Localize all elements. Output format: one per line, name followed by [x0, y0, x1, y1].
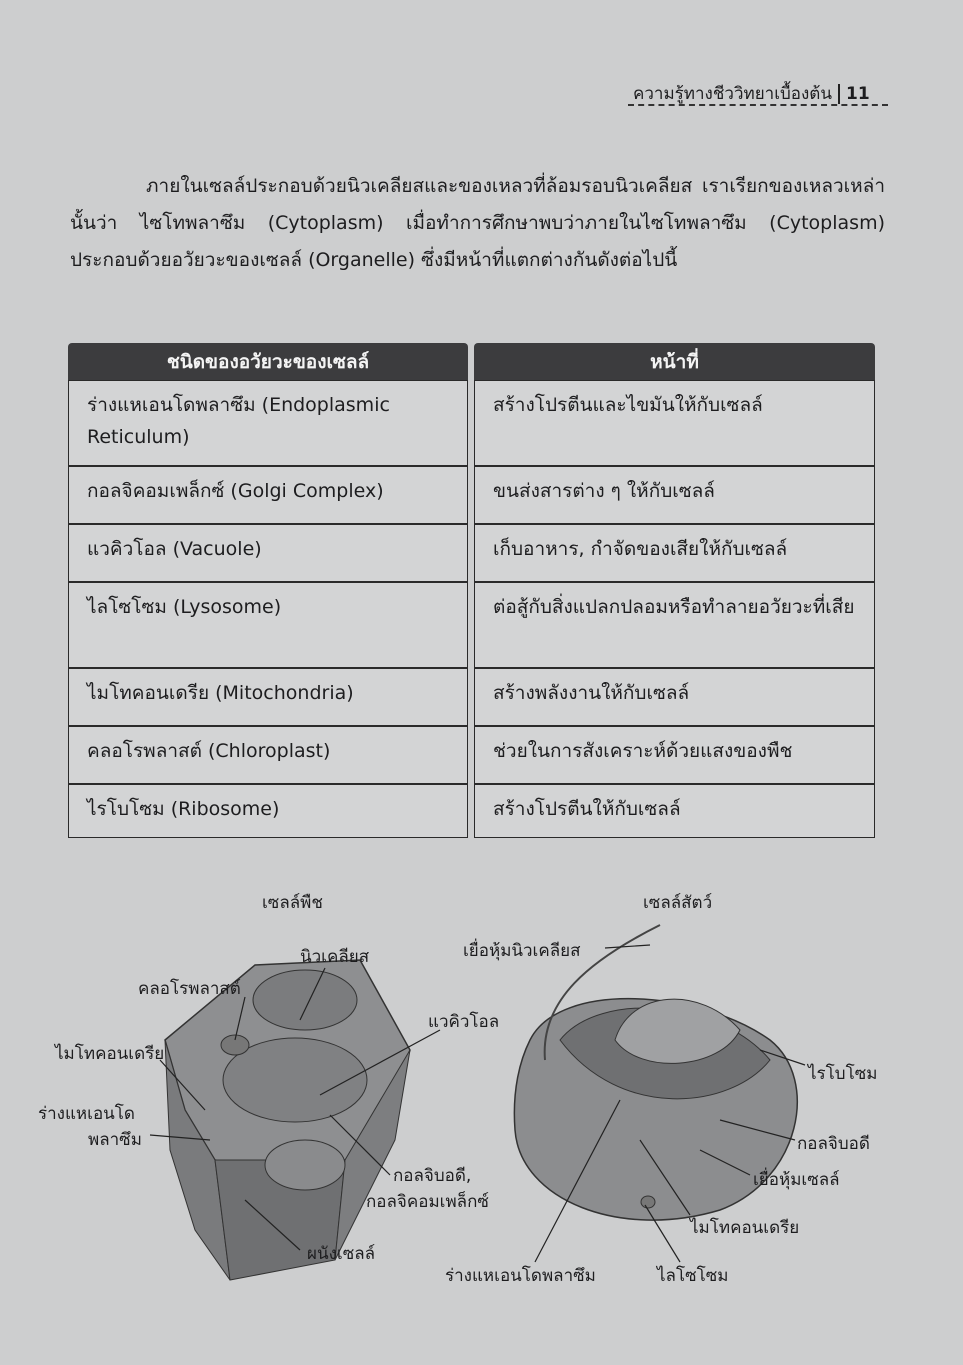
organelle-name: ร่างแหเอนโดพลาซึม (Endoplasmic Reticulum): [68, 380, 468, 466]
organelle-name: ไรโบโซม (Ribosome): [68, 784, 468, 838]
animal-cell-title: เซลล์สัตว์: [643, 893, 713, 913]
organelle-function: เก็บอาหาร, กำจัดของเสียให้กับเซลล์: [474, 524, 875, 582]
label-chloroplast: คลอโรพลาสต์: [138, 979, 241, 999]
organelle-name: ไลโซโซม (Lysosome): [68, 582, 468, 668]
label-er-line1: ร่างแหเอนโด: [38, 1104, 135, 1124]
label-cell-wall: ผนังเซลล์: [307, 1244, 376, 1264]
organelle-name: คลอโรพลาสต์ (Chloroplast): [68, 726, 468, 784]
label-er-line2: พลาซึม: [88, 1130, 142, 1150]
plant-cell-title: เซลล์พืช: [262, 893, 323, 913]
label-nuclear-membrane: เยื่อหุ้มนิวเคลียส: [463, 941, 581, 961]
label-golgi-line2: กอลจิคอมเพล็กซ์: [366, 1192, 489, 1212]
header-organelle: ชนิดของอวัยวะของเซลล์: [68, 343, 468, 380]
label-er-animal: ร่างแหเอนโดพลาซึม: [445, 1266, 596, 1286]
label-mitochondria-plant: ไมโทคอนเดรีย: [55, 1044, 165, 1064]
label-golgi-body: กอลจิบอดี: [797, 1134, 870, 1154]
page-number: 11: [838, 84, 870, 104]
organelle-function: ช่วยในการสังเคราะห์ด้วยแสงของพืช: [474, 726, 875, 784]
book-title: ความรู้ทางชีววิทยาเบื้องต้น: [633, 84, 832, 104]
label-vacuole: แวคิวโอล: [428, 1012, 500, 1032]
intro-text: ภายในเซลล์ประกอบด้วยนิวเคลียสและของเหลวที่ล้อมรอบนิวเคลียส เราเรียกของเหลวเหล่านั้นว่า ไซโทพลาซึม (Cytoplasm) เมื่อทำการศึกษาพบว่าภายในไซโทพลาซึม (Cytoplasm) ประกอบด้วยอวัยวะของเซลล์ (Organelle) ซึ่งมีหน้าที่แตกต่างกันดังต่อไปนี้: [70, 175, 885, 271]
organelle-function: สร้างพลังงานให้กับเซลล์: [474, 668, 875, 726]
header-function: หน้าที่: [474, 343, 875, 380]
organelle-function: ขนส่งสารต่าง ๆ ให้กับเซลล์: [474, 466, 875, 524]
organelle-function: สร้างโปรตีนและไขมันให้กับเซลล์: [474, 380, 875, 466]
label-nucleus: นิวเคลียส: [300, 947, 370, 967]
label-lysosome: ไลโซโซม: [657, 1266, 729, 1286]
label-mitochondria-animal: ไมโทคอนเดรีย: [690, 1218, 800, 1238]
organelle-function: สร้างโปรตีนให้กับเซลล์: [474, 784, 875, 838]
plant-cell-diagram: [165, 960, 410, 1280]
label-golgi-line1: กอลจิบอดี,: [393, 1166, 472, 1186]
organelle-name: แวคิวโอล (Vacuole): [68, 524, 468, 582]
organelle-name: กอลจิคอมเพล็กซ์ (Golgi Complex): [68, 466, 468, 524]
label-ribosome: ไรโบโซม: [808, 1064, 878, 1084]
organelle-name: ไมโทคอนเดรีย (Mitochondria): [68, 668, 468, 726]
label-cell-membrane: เยื่อหุ้มเซลล์: [753, 1170, 840, 1190]
organelle-function: ต่อสู้กับสิ่งแปลกปลอมหรือทำลายอวัยวะที่เสีย: [474, 582, 875, 668]
